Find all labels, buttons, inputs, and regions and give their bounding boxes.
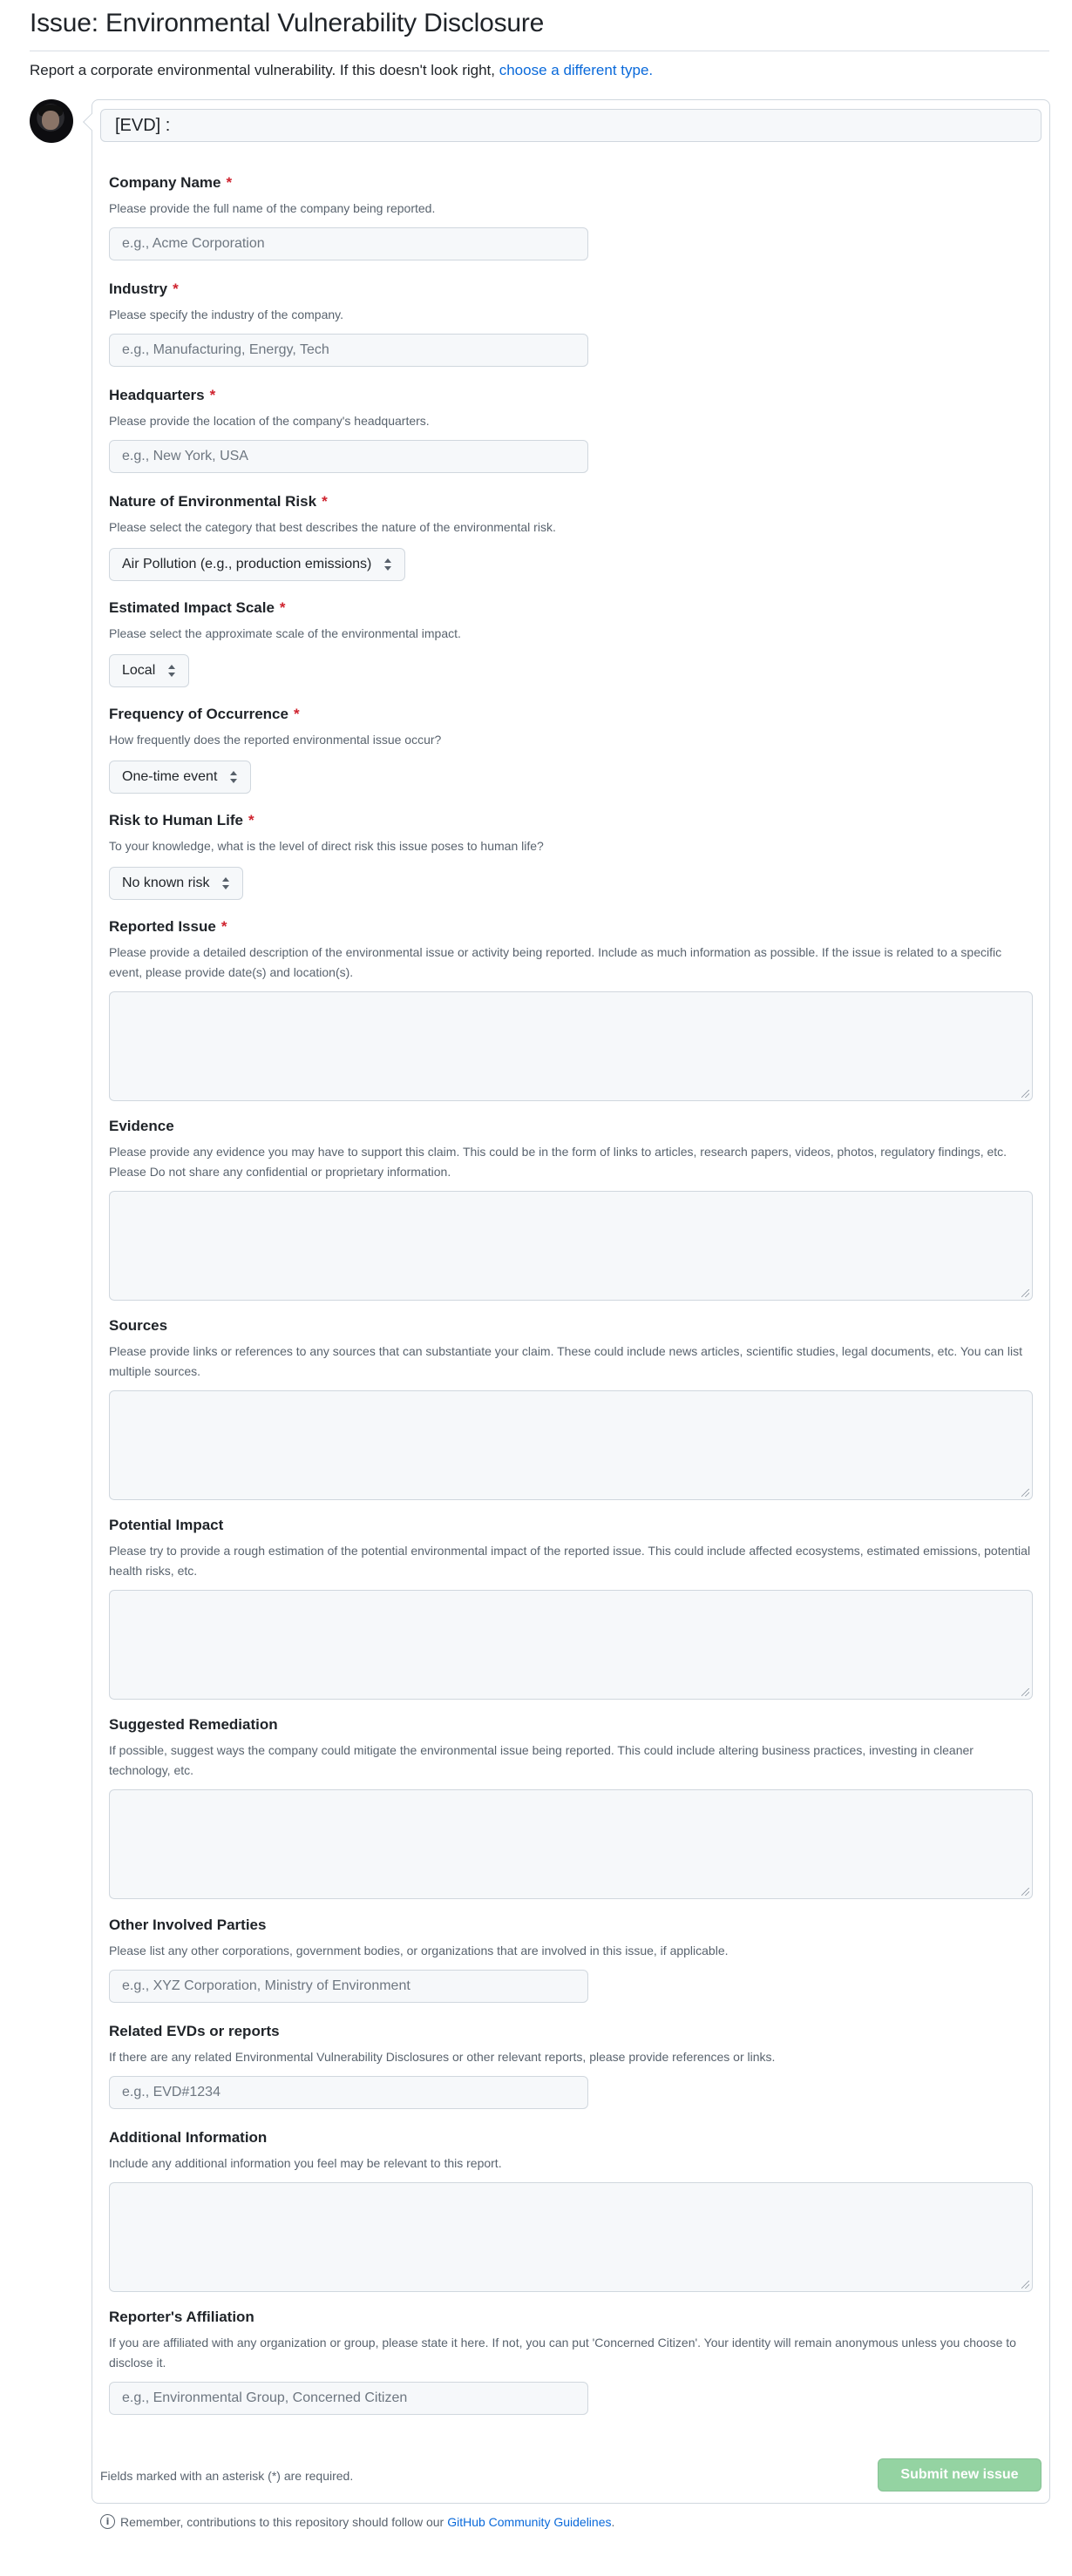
field-label: Additional Information xyxy=(109,2129,268,2146)
field-label: Suggested Remediation xyxy=(109,1716,278,1733)
field-description: Please select the category that best describes the nature of the environmental risk. xyxy=(109,520,556,534)
field-reported-issue xyxy=(109,917,1033,1101)
reported-issue-textarea[interactable] xyxy=(109,991,1033,1101)
field-company-name xyxy=(109,173,1033,260)
company-name-input[interactable] xyxy=(109,227,588,260)
risk-to-life-select[interactable] xyxy=(109,867,243,900)
issue-title-input[interactable] xyxy=(100,109,1041,142)
page-title: Issue: Environmental Vulnerability Disclosure xyxy=(30,9,545,37)
selected-value: Local xyxy=(122,663,156,678)
required-asterisk: * xyxy=(293,706,300,722)
frequency-select[interactable] xyxy=(109,761,251,794)
field-description: Please provide a detailed description of the environmental issue or activity being reported. Include as much information as possible. If the issue is related to a specific event, please provide date(s) and location(s). xyxy=(109,945,1002,979)
submit-new-issue-button[interactable]: Submit new issue xyxy=(878,2458,1041,2491)
field-label: Industry xyxy=(109,281,168,297)
field-label: Other Involved Parties xyxy=(109,1917,267,1933)
info-icon: i xyxy=(100,2514,115,2529)
field-nature-of-risk xyxy=(109,492,1033,581)
field-sources xyxy=(109,1316,1033,1500)
select-chevron-icon xyxy=(221,877,230,889)
suggested-remediation-textarea[interactable] xyxy=(109,1789,1033,1899)
required-asterisk: * xyxy=(279,599,286,616)
field-affiliation xyxy=(109,2308,1033,2415)
industry-input[interactable] xyxy=(109,334,588,367)
selected-value: Air Pollution (e.g., production emissions) xyxy=(122,557,372,571)
field-industry xyxy=(109,280,1033,367)
page-subtitle xyxy=(30,62,653,79)
select-chevron-icon xyxy=(167,665,176,677)
field-description: Please try to provide a rough estimation of the potential environmental impact of the reported issue. This could include affected ecosystems, estimated emissions, potential health risks, etc. xyxy=(109,1544,1031,1578)
nature-of-risk-select[interactable] xyxy=(109,548,405,581)
field-description: If there are any related Environmental Vulnerability Disclosures or other relevant reports, please provide references or links. xyxy=(109,2050,776,2064)
field-description: Include any additional information you feel may be relevant to this report. xyxy=(109,2156,502,2170)
select-chevron-icon xyxy=(383,558,392,571)
required-asterisk: * xyxy=(221,918,227,935)
required-asterisk: * xyxy=(248,812,254,828)
field-label: Frequency of Occurrence xyxy=(109,706,288,722)
field-description: Please provide links or references to any sources that can substantiate your claim. These could include news articles, scientific studies, legal documents, etc. You can list multiple sources. xyxy=(109,1344,1022,1378)
required-asterisk: * xyxy=(173,281,179,297)
evidence-textarea[interactable] xyxy=(109,1191,1033,1301)
resize-grip-icon[interactable] xyxy=(1021,1688,1029,1696)
field-label: Company Name xyxy=(109,174,221,191)
additional-info-textarea[interactable] xyxy=(109,2182,1033,2292)
resize-grip-icon[interactable] xyxy=(1021,1090,1029,1098)
field-label: Risk to Human Life xyxy=(109,812,243,828)
field-headquarters xyxy=(109,386,1033,473)
field-potential-impact xyxy=(109,1516,1033,1700)
field-label: Sources xyxy=(109,1317,168,1334)
required-fields-note: Fields marked with an asterisk (*) are required. xyxy=(100,2469,354,2483)
community-guidelines-note xyxy=(100,2514,614,2529)
resize-grip-icon[interactable] xyxy=(1021,1489,1029,1497)
related-evds-input[interactable] xyxy=(109,2076,588,2109)
field-label: Reported Issue xyxy=(109,918,216,935)
potential-impact-textarea[interactable] xyxy=(109,1590,1033,1700)
field-label: Potential Impact xyxy=(109,1517,224,1533)
field-description: Please provide the full name of the company being reported. xyxy=(109,201,436,215)
field-other-parties xyxy=(109,1916,1033,2003)
field-evidence xyxy=(109,1117,1033,1301)
required-asterisk: * xyxy=(322,493,328,510)
field-risk-to-life xyxy=(109,811,1033,900)
sources-textarea[interactable] xyxy=(109,1390,1033,1500)
community-guidelines-link[interactable]: GitHub Community Guidelines xyxy=(447,2514,612,2529)
field-label: Evidence xyxy=(109,1118,174,1134)
resize-grip-icon[interactable] xyxy=(1021,1888,1029,1896)
impact-scale-select[interactable] xyxy=(109,654,189,687)
other-parties-input[interactable] xyxy=(109,1970,588,2003)
select-chevron-icon xyxy=(229,771,238,783)
field-description: Please provide the location of the company's headquarters. xyxy=(109,414,430,428)
field-description: Please select the approximate scale of the environmental impact. xyxy=(109,626,461,640)
field-label: Nature of Environmental Risk xyxy=(109,493,317,510)
field-related-evds xyxy=(109,2022,1033,2109)
choose-different-type-link[interactable]: choose a different type. xyxy=(499,62,654,78)
required-asterisk: * xyxy=(226,174,233,191)
selected-value: No known risk xyxy=(122,876,210,890)
field-description: Please provide any evidence you may have to support this claim. This could be in the form of links to articles, research papers, videos, photos, regulatory findings, etc. Please Do not share any confidential or proprietary information. xyxy=(109,1145,1008,1179)
selected-value: One-time event xyxy=(122,769,218,784)
guidelines-suffix: . xyxy=(611,2514,615,2529)
affiliation-input[interactable] xyxy=(109,2382,588,2415)
avatar[interactable] xyxy=(30,99,73,143)
guidelines-text: Remember, contributions to this repository should follow our xyxy=(120,2514,444,2529)
field-frequency xyxy=(109,705,1033,794)
field-label: Headquarters xyxy=(109,387,205,403)
field-description: Please list any other corporations, government bodies, or organizations that are involved in this issue, if applicable. xyxy=(109,1944,729,1957)
resize-grip-icon[interactable] xyxy=(1021,1289,1029,1297)
field-label: Related EVDs or reports xyxy=(109,2023,280,2039)
field-description: To your knowledge, what is the level of direct risk this issue poses to human life? xyxy=(109,839,544,853)
required-asterisk: * xyxy=(209,387,216,403)
headquarters-input[interactable] xyxy=(109,440,588,473)
field-additional-info xyxy=(109,2128,1033,2292)
field-label: Estimated Impact Scale xyxy=(109,599,275,616)
field-label: Reporter's Affiliation xyxy=(109,2309,254,2325)
field-description: If you are affiliated with any organization or group, please state it here. If not, you can put 'Concerned Citizen'. Your identity will remain anonymous unless you choose to disclose it. xyxy=(109,2336,1016,2370)
field-description: Please specify the industry of the company. xyxy=(109,308,343,321)
field-description: If possible, suggest ways the company could mitigate the environmental issue being reported. This could include altering business practices, investing in cleaner technology, etc. xyxy=(109,1743,974,1777)
resize-grip-icon[interactable] xyxy=(1021,2281,1029,2289)
field-description: How frequently does the reported environmental issue occur? xyxy=(109,733,442,747)
subtitle-text: Report a corporate environmental vulnerability. If this doesn't look right, xyxy=(30,62,495,78)
field-impact-scale xyxy=(109,598,1033,687)
field-suggested-remediation xyxy=(109,1715,1033,1899)
